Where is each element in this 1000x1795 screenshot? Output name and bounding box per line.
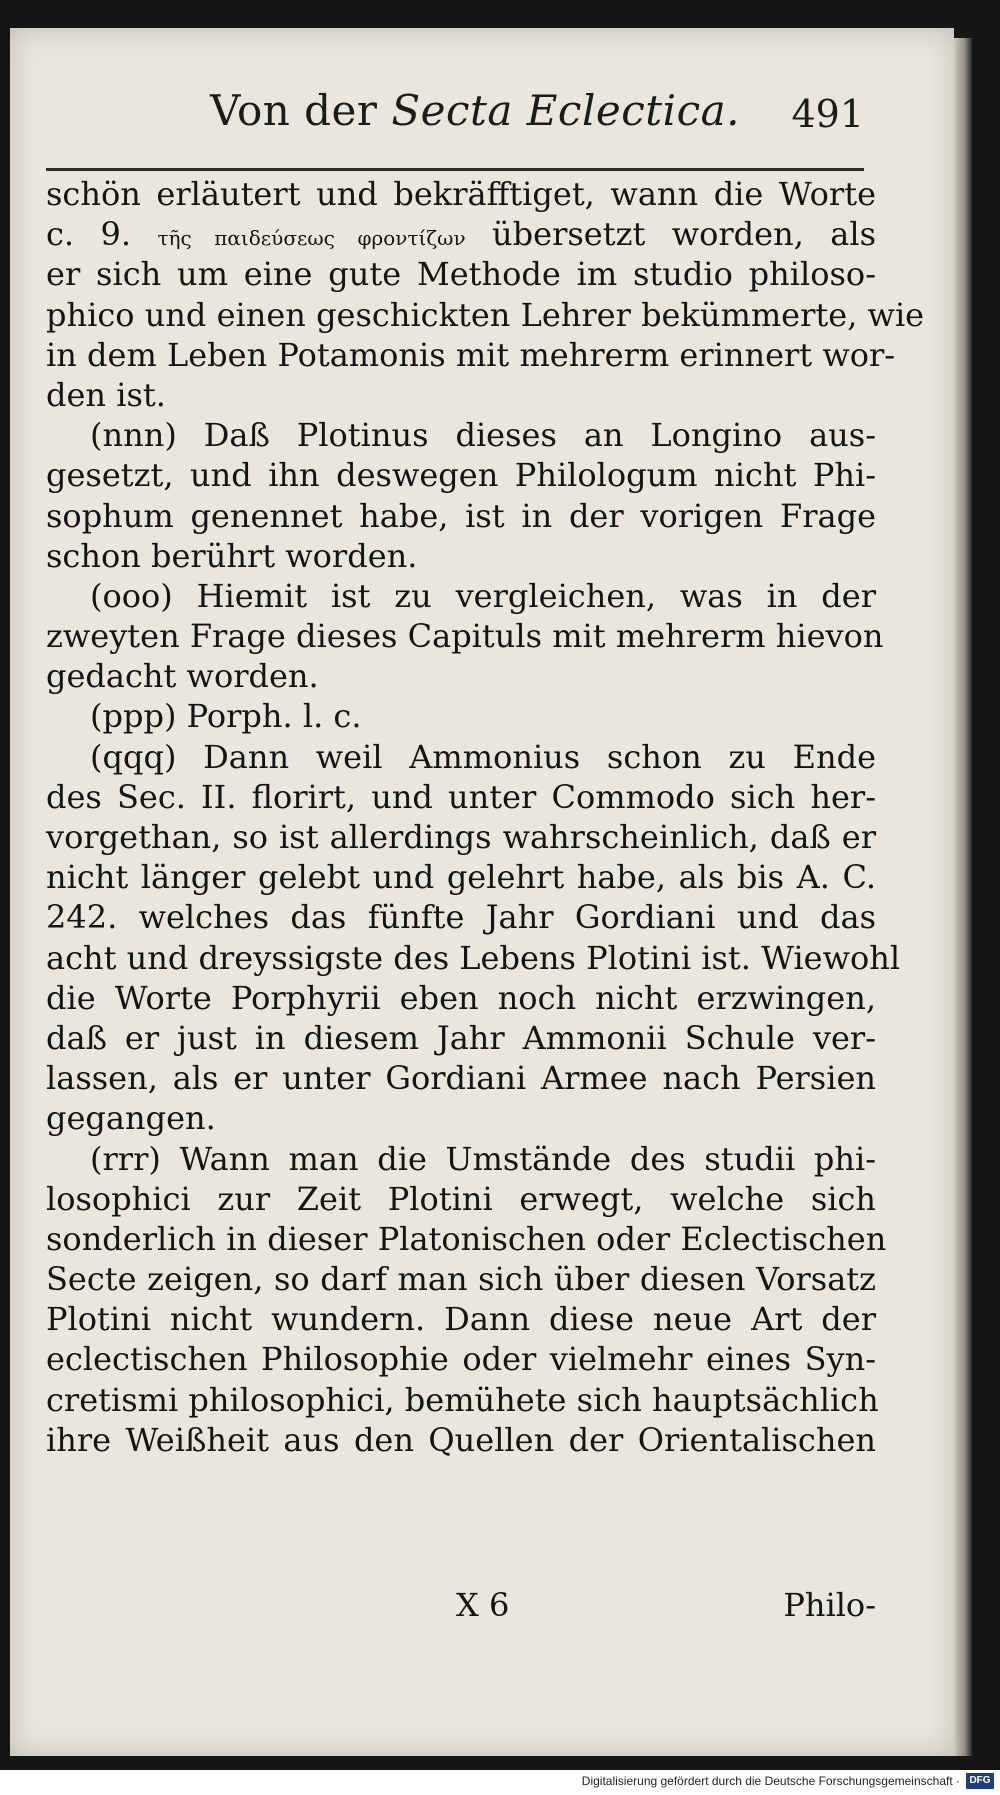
text-line: ihre Weißheit aus den Quellen der Orientalischen	[46, 1420, 876, 1459]
text-line: Secte zeigen, so darf man sich über diesen Vorsatz	[46, 1260, 876, 1299]
running-title-main: Von der	[210, 86, 392, 135]
running-head	[210, 86, 864, 156]
text-line: eclectischen Philosophie oder vielmehr eines Syn-	[46, 1340, 876, 1379]
greek-phrase: τῆς παιδεύσεως φροντίζων	[157, 226, 466, 251]
text-line: den ist.	[46, 375, 166, 414]
text-line: die Worte Porphyrii eben noch nicht erzwingen,	[46, 978, 876, 1017]
footnote-nnn: (nnn) Daß Plotinus dieses an Longino aus-	[90, 416, 876, 455]
text-line: gedacht worden.	[46, 657, 319, 696]
dfg-logo: DFG	[966, 1773, 994, 1789]
text-line: in dem Leben Potamonis mit mehrerm erinnert wor-	[46, 335, 896, 374]
page-footer	[46, 1586, 876, 1626]
header-rule	[46, 168, 864, 171]
text-line: Plotini nicht wundern. Dann diese neue Art der	[46, 1300, 876, 1339]
text-line: gesetzt, und ihn deswegen Philologum nicht Phi-	[46, 456, 876, 495]
credit-text: Digitalisierung gefördert durch die Deutsche Forschungsgemeinschaft ·	[581, 1774, 960, 1788]
text-line: zweyten Frage dieses Capituls mit mehrerm hievon	[46, 617, 884, 656]
running-title-latin: Secta Eclectica.	[391, 86, 740, 135]
text-line: nicht länger gelebt und gelehrt habe, als bis A. C.	[46, 858, 876, 897]
text-line: schon berührt worden.	[46, 536, 418, 575]
text-line: cretismi philosophici, bemühete sich hauptsächlich	[46, 1380, 879, 1419]
footnote-ppp: (ppp) Porph. l. c.	[90, 697, 362, 736]
text-line: er sich um eine gute Methode im studio philoso-	[46, 255, 876, 294]
text-line	[46, 214, 876, 254]
text-line: sonderlich in dieser Platonischen oder Eclectischen	[46, 1219, 887, 1258]
digitization-credit-bar	[0, 1770, 1000, 1795]
footnote-rrr: (rrr) Wann man die Umstände des studii phi-	[90, 1139, 876, 1178]
text-line: phico und einen geschickten Lehrer bekümmerte, wie	[46, 295, 925, 334]
body-text	[46, 174, 925, 1460]
line-text: übersetzt worden, als	[465, 215, 876, 254]
citation: c. 9.	[46, 215, 158, 254]
text-line: acht und dreyssigste des Lebens Plotini ist. Wiewohl	[46, 938, 901, 977]
page-number: 491	[791, 92, 864, 136]
footnote-ooo: (ooo) Hiemit ist zu vergleichen, was in der	[90, 576, 876, 615]
book-page	[10, 28, 954, 1756]
text-line: 242. welches das fünfte Jahr Gordiani und das	[46, 898, 876, 937]
text-line: gegangen.	[46, 1099, 216, 1138]
text-line: vorgethan, so ist allerdings wahrscheinlich, daß er	[46, 818, 876, 856]
text-line: des Sec. II. florirt, und unter Commodo sich her-	[46, 777, 876, 816]
catchword: Philo-	[783, 1586, 876, 1624]
footnote-qqq: (qqq) Dann weil Ammonius schon zu Ende	[90, 737, 876, 776]
text-line: sophum genennet habe, ist in der vorigen Frage	[46, 496, 876, 535]
running-title	[210, 86, 740, 135]
text-line: losophici zur Zeit Plotini erwegt, welche sich	[46, 1179, 876, 1218]
text-line: daß er just in diesem Jahr Ammonii Schule ver-	[46, 1018, 876, 1057]
text-line: schön erläutert und bekräfftiget, wann die Worte	[46, 175, 876, 213]
signature-mark: X 6	[456, 1586, 510, 1624]
text-line: lassen, als er unter Gordiani Armee nach Persien	[46, 1059, 876, 1098]
